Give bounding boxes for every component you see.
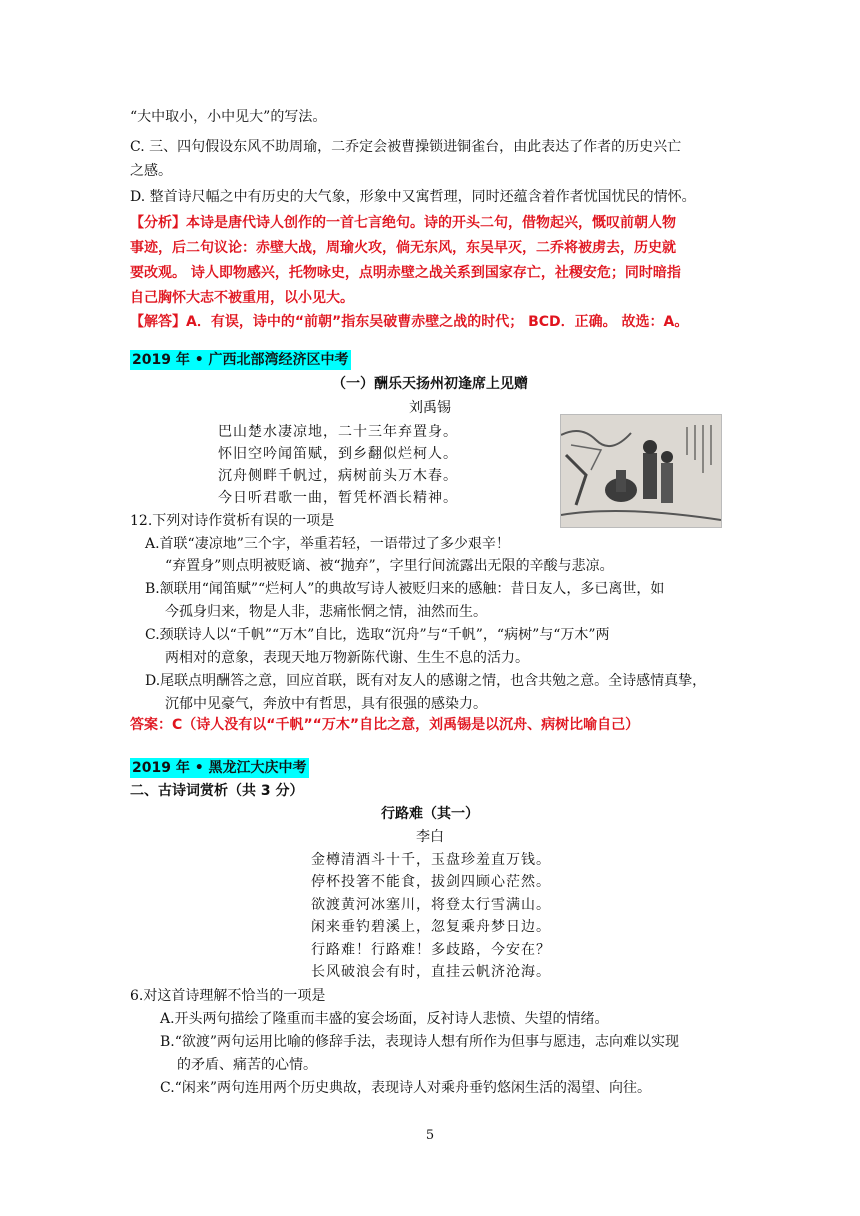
option-d-cont: 沉郁中见豪气，奔放中有哲思，具有很强的感染力。 [165,696,487,712]
analysis-line: 自己胸怀大志不被重用，以小见大。 [130,290,354,306]
section-tag: 2019 年 • 广西北部湾经济区中考 [132,352,349,368]
poem-verse: 巴山楚水凄凉地，二十三年弃置身。 [218,424,458,440]
section-tag: 2019 年 • 黑龙江大庆中考 [132,760,307,776]
option-c: C.“闲来”两句连用两个历史典故，表现诗人对乘舟垂钓悠闲生活的渴望、向往。 [160,1080,651,1096]
analysis-line: 要改观。 诗人即物感兴，托物咏史，点明赤壁之战关系到国家存亡，社稷安危；同时暗指 [130,265,681,281]
question: 6.对这首诗理解不恰当的一项是 [130,988,326,1004]
option-d: D.尾联点明酬答之意，回应首联，既有对友人的感谢之情，也含共勉之意。全诗感情真挚， [145,673,707,689]
answer-line: 答案：C（诗人没有以“千帆”“万木”自比之意，刘禹锡是以沉舟、病树比喻自己） [130,717,640,733]
option-a-cont: “弃置身”则点明被贬谪、被“抛弃”，字里行间流露出无限的辛酸与悲凉。 [165,558,614,574]
poem-title: 行路难（其一） [381,806,479,822]
option-c: C.颈联诗人以“千帆”“万木”自比，选取“沉舟”与“千帆”，“病树”与“万木”两 [145,627,610,643]
option-a: A.首联“凄凉地”三个字，举重若轻，一语带过了多少艰辛！ [145,536,510,552]
poem-verse: 闲来垂钓碧溪上，忽复乘舟梦日边。 [311,919,551,935]
poem-verse: 欲渡黄河冰塞川，将登太行雪满山。 [311,897,551,913]
poem-author: 李白 [416,829,444,845]
ink-painting-illustration [560,414,722,528]
poem-author: 刘禹锡 [409,400,451,416]
option-b: B.“欲渡”两句运用比喻的修辞手法，表现诗人想有所作为但事与愿违，志向难以实现 [160,1034,680,1050]
poem-verse: 金樽清酒斗十千，玉盘珍羞直万钱。 [311,852,551,868]
analysis-line: 【分析】本诗是唐代诗人创作的一首七言绝句。诗的开头二句，借物起兴，慨叹前朝人物 [130,215,676,231]
page-number: 5 [425,1128,435,1143]
poem-title: （一）酬乐天扬州初逢席上见赠 [332,376,528,392]
option-b-cont: 的矛盾、痛苦的心情。 [177,1057,317,1073]
poem-verse: 今日听君歌一曲，暂凭杯酒长精神。 [218,490,458,506]
question: 12.下列对诗作赏析有误的一项是 [130,513,335,529]
option-b-cont: 今孤身归来，物是人非，悲痛怅惘之情，油然而生。 [165,604,487,620]
poem-verse: 沉舟侧畔千帆过，病树前头万木春。 [218,468,458,484]
analysis-line: 事迹，后二句议论：赤壁大战，周瑜火攻，倘无东风，东吴早灭，二乔将被虏去，历史就 [130,240,676,256]
poem-verse: 怀旧空吟闻笛赋，到乡翻似烂柯人。 [218,446,458,462]
text-line: “大中取小，小中见大”的写法。 [130,109,327,125]
poem-verse: 长风破浪会有时，直挂云帆济沧海。 [311,964,551,980]
option-a: A.开头两句描绘了隆重而丰盛的宴会场面，反衬诗人悲愤、失望的情绪。 [160,1011,609,1027]
text-line: 之感。 [130,163,172,179]
poem-verse: 停杯投箸不能食，拔剑四顾心茫然。 [311,874,551,890]
option-c-cont: 两相对的意象，表现天地万物新陈代谢、生生不息的活力。 [165,650,529,666]
solution-line: 【解答】A．有误，诗中的“前朝”指东吴破曹赤壁之战的时代； BCD．正确。 故选：A。 [130,314,689,330]
section-heading: 二、古诗词赏析（共 3 分） [130,783,304,799]
option-b: B.颔联用“闻笛赋”“烂柯人”的典故写诗人被贬归来的感触：昔日友人，多已离世，如 [145,581,665,597]
option-c-line: C. 三、四句假设东风不助周瑜，二乔定会被曹操锁进铜雀台，由此表达了作者的历史兴亡 [130,139,682,155]
poem-verse: 行路难！行路难！多歧路，今安在？ [311,942,551,958]
option-d-line: D. 整首诗尺幅之中有历史的大气象，形象中又寓哲理，同时还蕴含着作者忧国忧民的情怀。 [130,189,696,205]
